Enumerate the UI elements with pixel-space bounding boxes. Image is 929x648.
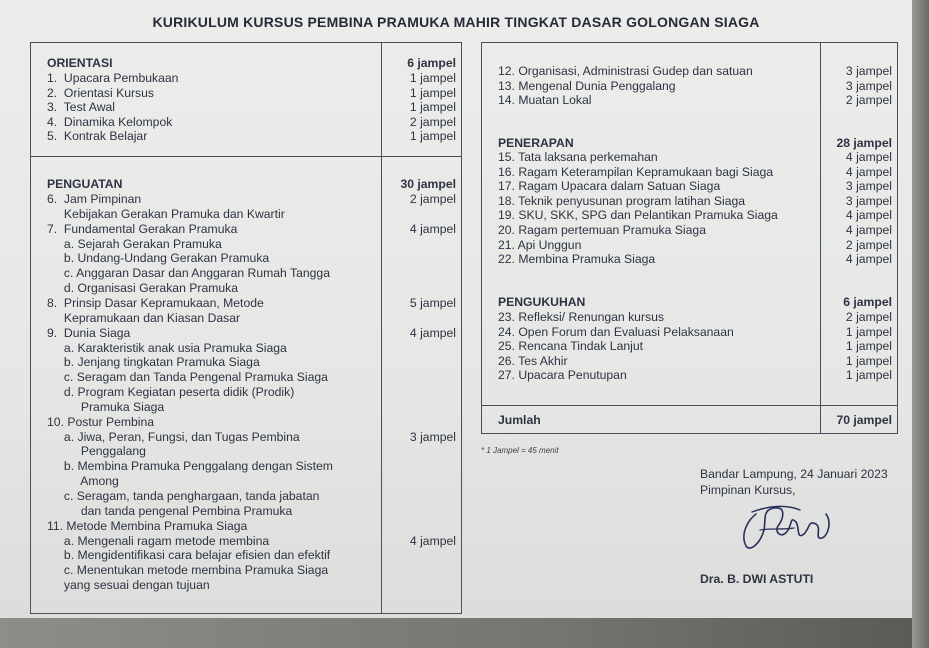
penguatan-row-text: c. Seragam, tanda penghargaan, tanda jabatan: [47, 489, 320, 503]
right-top-row-text: 13. Mengenal Dunia Penggalang: [498, 78, 676, 93]
penguatan-row-text: b. Mengidentifikasi cara belajar efisien dan efektif: [47, 548, 331, 563]
penguatan-row-text: Pramuka Siaga: [47, 399, 165, 414]
penguatan-row-text: Kebijakan Gerakan Pramuka dan Kwartir: [47, 206, 285, 221]
pengukuhan-row-text: 26. Tes Akhir: [498, 353, 568, 368]
penerapan-row-text: 20. Ragam pertemuan Pramuka Siaga: [498, 223, 706, 237]
section-total-orientasi: 6 jampel: [407, 56, 456, 70]
orientasi-row-jampel: 1 jampel: [409, 100, 456, 115]
penerapan-row-text: 19. SKU, SKK, SPG dan Pelantikan Pramuka Siaga: [498, 208, 778, 223]
penguatan-row-text: 7. Fundamental Gerakan Pramuka: [47, 221, 238, 236]
penguatan-row-text: b. Undang-Undang Gerakan Pramuka: [47, 251, 270, 266]
penguatan-row-text: 8. Prinsip Dasar Kepramukaan, Metode: [47, 295, 264, 310]
pengukuhan-row-text: 23. Refleksi/ Renungan kursus: [498, 310, 664, 324]
right-table-total-divider: [481, 405, 898, 406]
left-table-section-divider: [30, 156, 462, 157]
right-top-row-jampel: 2 jampel: [845, 93, 892, 108]
penerapan-row-text: 21. Api Unggun: [498, 237, 582, 252]
right-top-row-jampel: 3 jampel: [845, 78, 892, 93]
penerapan-row-jampel: 4 jampel: [845, 164, 892, 179]
handwritten-signature: [738, 500, 838, 556]
pengukuhan-row-jampel: 1 jampel: [845, 353, 892, 368]
penguatan-row-text: 10. Postur Pembina: [47, 414, 155, 429]
orientasi-row-text: 4. Dinamika Kelompok: [47, 114, 173, 129]
pengukuhan-row-text: 24. Open Forum dan Evaluasi Pelaksanaan: [498, 324, 734, 339]
section-heading-penguatan: PENGUATAN: [47, 177, 123, 191]
section-heading-orientasi: ORIENTASI: [47, 56, 113, 70]
orientasi-row-text: 1. Upacara Pembukaan: [47, 71, 179, 85]
right-top-row-jampel: 3 jampel: [845, 64, 892, 78]
penerapan-row-jampel: 4 jampel: [845, 223, 892, 237]
signature-place-date: Bandar Lampung, 24 Januari 2023: [700, 467, 888, 481]
penerapan-row-text: 15. Tata laksana perkemahan: [498, 150, 658, 164]
penguatan-row-jampel: 5 jampel: [409, 295, 456, 310]
orientasi-row-text: 5. Kontrak Belajar: [47, 129, 148, 144]
penerapan-row-jampel: 4 jampel: [845, 150, 892, 164]
signature-name: Dra. B. DWI ASTUTI: [700, 572, 814, 586]
pengukuhan-row-text: 25. Rencana Tindak Lanjut: [498, 339, 643, 354]
footnote: * 1 Jampel = 45 menit: [481, 446, 559, 455]
left-table-column-divider: [381, 42, 382, 614]
penguatan-row-jampel: 4 jampel: [409, 533, 456, 548]
pengukuhan-row-jampel: 1 jampel: [845, 339, 892, 354]
penguatan-row-jampel: 4 jampel: [409, 221, 456, 236]
right-top-row-text: 14. Muatan Lokal: [498, 93, 592, 108]
pengukuhan-row-jampel: 1 jampel: [845, 324, 892, 339]
penguatan-row-text: d. Organisasi Gerakan Pramuka: [47, 281, 239, 296]
penerapan-row-text: 17. Ragam Upacara dalam Satuan Siaga: [498, 179, 721, 194]
penguatan-row-jampel: 2 jampel: [409, 192, 456, 206]
orientasi-row-jampel: 2 jampel: [409, 114, 456, 129]
penerapan-row-text: 18. Teknik penyusunan program latihan Siaga: [498, 193, 746, 208]
section-heading-penerapan: PENERAPAN: [498, 136, 574, 150]
jumlah-total: 70 jampel: [836, 413, 892, 427]
orientasi-row-jampel: 1 jampel: [409, 85, 456, 100]
table-surface-right: [912, 0, 929, 648]
penguatan-row-text: 11. Metode Membina Pramuka Siaga: [47, 518, 248, 533]
penguatan-row-text: c. Menentukan metode membina Pramuka Siaga: [47, 563, 329, 578]
section-total-penerapan: 28 jampel: [836, 136, 892, 150]
right-table-column-divider: [820, 42, 821, 434]
orientasi-row-text: 3. Test Awal: [47, 100, 115, 115]
section-total-penguatan: 30 jampel: [400, 177, 456, 191]
penguatan-row-jampel: 3 jampel: [409, 429, 456, 444]
pengukuhan-row-text: 27. Upacara Penutupan: [498, 368, 627, 383]
jumlah-label: Jumlah: [498, 413, 541, 427]
penguatan-row-text: b. Membina Pramuka Penggalang dengan Sistem: [47, 459, 333, 474]
penguatan-row-text: dan tanda pengenal Pembina Pramuka: [47, 503, 293, 518]
penerapan-row-jampel: 3 jampel: [845, 193, 892, 208]
section-total-pengukuhan: 6 jampel: [843, 295, 892, 309]
penerapan-row-text: 22. Membina Pramuka Siaga: [498, 252, 656, 267]
orientasi-row-jampel: 1 jampel: [409, 71, 456, 85]
penguatan-row-text: Among: [47, 474, 119, 489]
penguatan-row-text: 6. Jam Pimpinan: [47, 192, 142, 206]
pengukuhan-row-jampel: 2 jampel: [845, 310, 892, 324]
penerapan-row-text: 16. Ragam Keterampilan Kepramukaan bagi Siaga: [498, 164, 774, 179]
penguatan-row-text: b. Jenjang tingkatan Pramuka Siaga: [47, 355, 260, 370]
penguatan-row-text: a. Karakteristik anak usia Pramuka Siaga: [47, 340, 287, 355]
orientasi-row-jampel: 1 jampel: [409, 129, 456, 144]
penguatan-row-text: a. Sejarah Gerakan Pramuka: [47, 236, 222, 251]
penerapan-row-jampel: 3 jampel: [845, 179, 892, 194]
right-top-row-text: 12. Organisasi, Administrasi Gudep dan satuan: [498, 64, 753, 78]
penerapan-row-jampel: 4 jampel: [845, 252, 892, 267]
penguatan-row-text: Penggalang: [47, 444, 146, 459]
document-title: KURIKULUM KURSUS PEMBINA PRAMUKA MAHIR TINGKAT DASAR GOLONGAN SIAGA: [152, 14, 760, 30]
penguatan-row-text: 9. Dunia Siaga: [47, 325, 131, 340]
section-heading-pengukuhan: PENGUKUHAN: [498, 295, 586, 309]
penguatan-row-text: c. Seragam dan Tanda Pengenal Pramuka Siaga: [47, 370, 328, 385]
orientasi-row-text: 2. Orientasi Kursus: [47, 85, 155, 100]
penguatan-row-text: yang sesuai dengan tujuan: [47, 578, 210, 593]
penguatan-row-text: c. Anggaran Dasar dan Anggaran Rumah Tangga: [47, 266, 330, 281]
table-surface: [0, 618, 929, 648]
penerapan-row-jampel: 2 jampel: [845, 237, 892, 252]
penguatan-row-text: d. Program Kegiatan peserta didik (Prodik): [47, 385, 295, 400]
penguatan-row-jampel: 4 jampel: [409, 325, 456, 340]
penguatan-row-text: a. Jiwa, Peran, Fungsi, dan Tugas Pembina: [47, 429, 300, 444]
penerapan-row-jampel: 4 jampel: [845, 208, 892, 223]
pengukuhan-row-jampel: 1 jampel: [845, 368, 892, 383]
penguatan-row-text: Kepramukaan dan Kiasan Dasar: [47, 310, 241, 325]
signature-role: Pimpinan Kursus,: [700, 483, 796, 497]
penguatan-row-text: a. Mengenali ragam metode membina: [47, 533, 270, 548]
